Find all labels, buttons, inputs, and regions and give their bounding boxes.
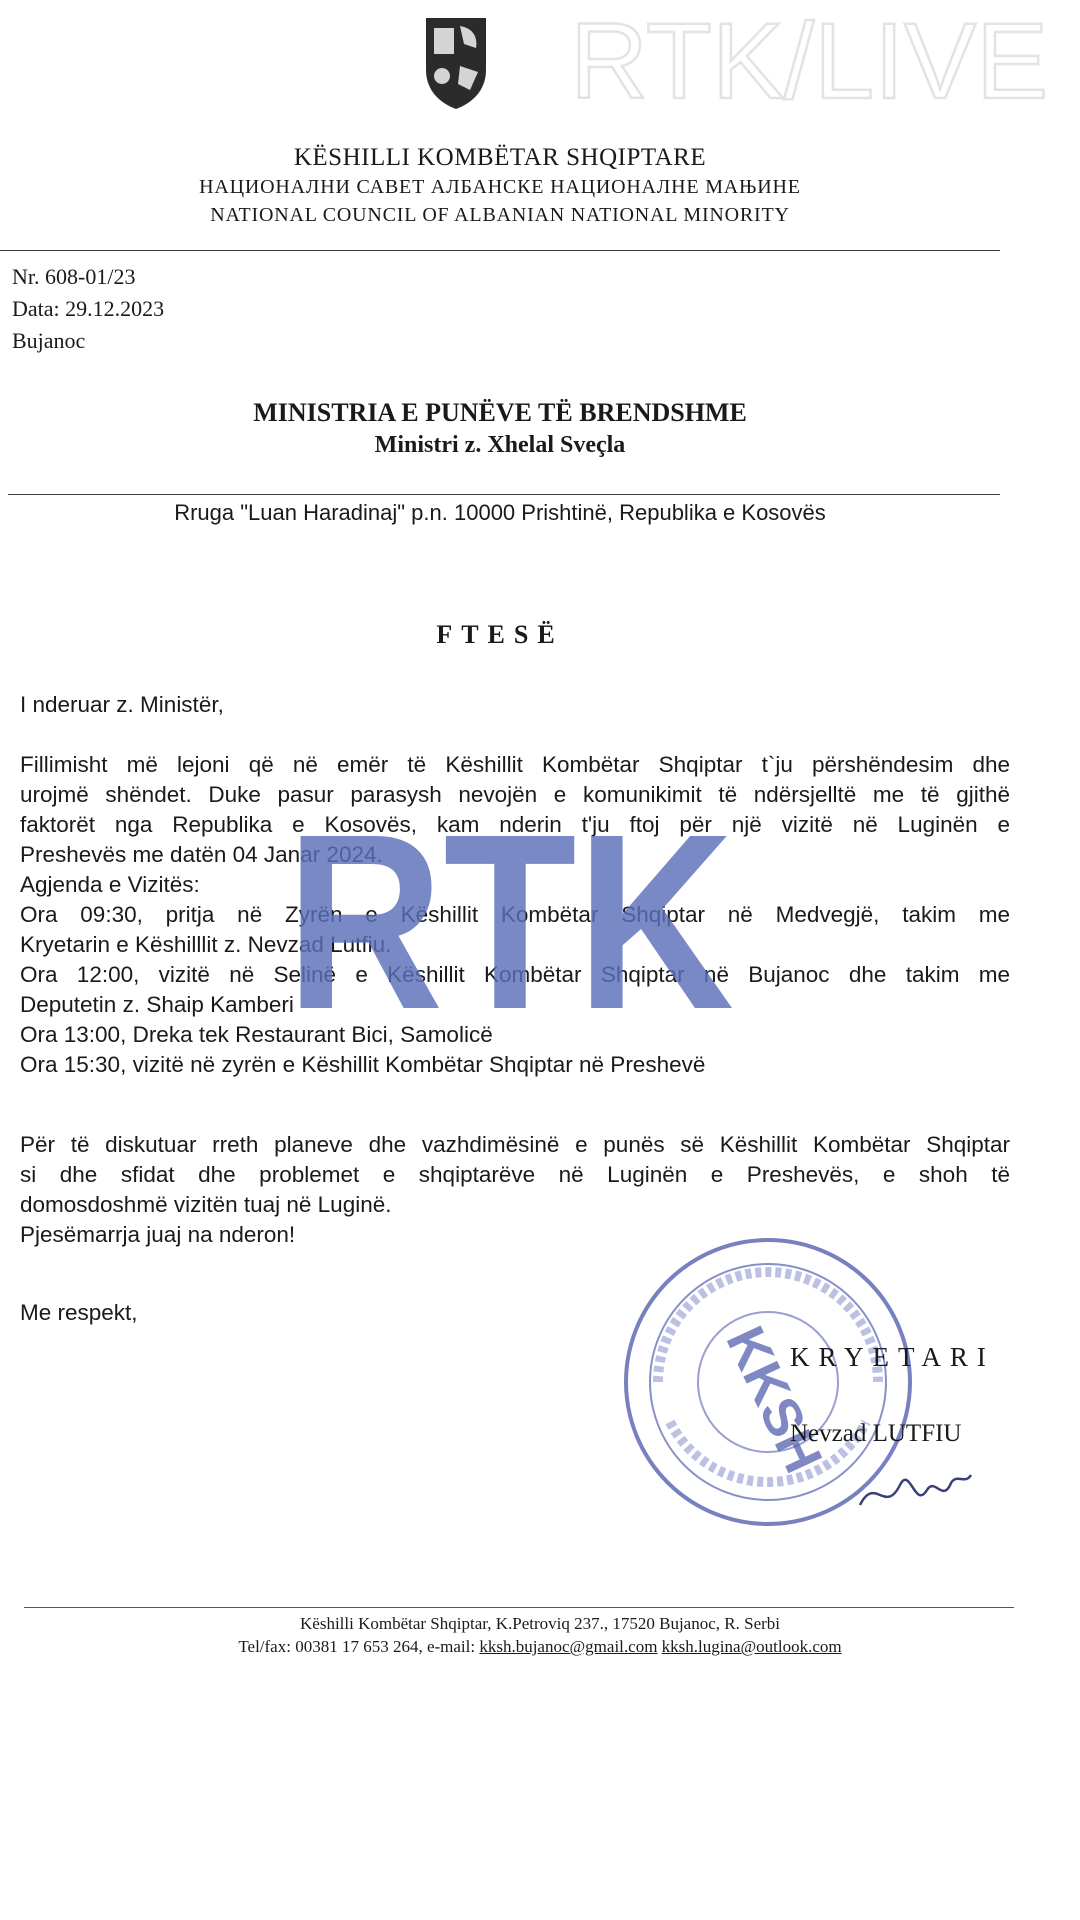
- header-divider: [0, 250, 1000, 251]
- recipient-minister: Ministri z. Xhelal Sveçla: [374, 432, 626, 458]
- agenda-item-cont: Deputetin z. Shaip Kamberi: [20, 992, 294, 1017]
- document-date: Data: 29.12.2023: [12, 296, 165, 321]
- council-name-albanian: KËSHILLI KOMBËTAR SHQIPTARE: [293, 144, 707, 171]
- greeting: I nderuar z. Ministër,: [20, 692, 224, 717]
- signatory-name: Nevzad LUTFIU: [790, 1420, 962, 1447]
- recipient-ministry: MINISTRIA E PUNËVE TË BRENDSHME: [253, 398, 747, 427]
- svg-text:RTK: RTK: [286, 800, 734, 1022]
- council-name-english: NATIONAL COUNCIL OF ALBANIAN NATIONAL MINORITY: [210, 204, 790, 226]
- paragraph-line: domosdoshmë vizitën tuaj në Luginë.: [20, 1192, 392, 1217]
- footer-address: Këshilli Kombëtar Shqiptar, K.Petroviq 237., 17520 Bujanoc, R. Serbi: [300, 1614, 780, 1633]
- agenda-item: Ora 15:30, vizitë në zyrën e Këshillit Kombëtar Shqiptar në Preshevë: [20, 1052, 706, 1077]
- document-title: FTESË: [436, 620, 564, 649]
- email-link-bujanoc[interactable]: kksh.bujanoc@gmail.com: [479, 1637, 658, 1656]
- council-name-serbian: НАЦИОНАЛНИ САВЕТ АЛБАНСКЕ НАЦИОНАЛНЕ МАЊИНЕ: [199, 176, 801, 198]
- paragraph-line: Për të diskutuar rreth planeve dhe vazhdimësinë e punës së Këshillit Kombëtar Shqiptar: [20, 1132, 1010, 1157]
- paragraph-line: faktorët nga Republika e Kosovës, kam nderin t'ju ftoj për një vizitë në Luginën e: [20, 812, 1010, 837]
- paragraph-line: Fillimisht më lejoni që në emër të Këshillit Kombëtar Shqiptar t`ju përshëndesim dhe: [20, 752, 1010, 777]
- footer-phone: Tel/fax: 00381 17 653 264, e-mail:: [238, 1637, 480, 1656]
- agenda-heading: Agjenda e Vizitës:: [20, 872, 200, 897]
- closing-line: Pjesëmarrja juaj na nderon!: [20, 1222, 296, 1247]
- svg-text:RTK/LIVE: RTK/LIVE: [570, 0, 1049, 121]
- paragraph-line: urojmë shëndet. Duke pasur parasysh nevojën e komunikimit të ndërsjelltë me të gjithë: [20, 782, 1010, 807]
- agenda-item: Ora 09:30, pritja në Zyrën e Këshillit Kombëtar Shqiptar në Medvegjë, takim me: [20, 902, 1010, 927]
- footer-divider: [24, 1607, 1014, 1608]
- paragraph-line: Preshevës me datën 04 Janar 2024.: [20, 842, 383, 867]
- regards: Me respekt,: [20, 1300, 138, 1325]
- agenda-item-cont: Kryetarin e Këshilllit z. Nevzad Lutfiu.: [20, 932, 392, 957]
- rtk-logo-overlay: [286, 800, 734, 1022]
- document-number: Nr. 608-01/23: [12, 264, 136, 289]
- agenda-item: Ora 13:00, Dreka tek Restaurant Bici, Samolicë: [20, 1022, 493, 1047]
- document-place: Bujanoc: [12, 328, 86, 353]
- agenda-item: Ora 12:00, vizitë në Selinë e Këshillit Kombëtar Shqiptar në Bujanoc dhe takim me: [20, 962, 1010, 987]
- footer-contact: [0, 1637, 1080, 1657]
- email-link-lugina[interactable]: kksh.lugina@outlook.com: [661, 1637, 842, 1656]
- handwritten-signature: [855, 1455, 975, 1525]
- council-crest-icon: [424, 14, 488, 110]
- recipient-address: Rruga "Luan Haradinaj" p.n. 10000 Prishtinë, Republika e Kosovës: [174, 500, 826, 525]
- rtk-live-watermark: [566, 0, 1072, 128]
- signatory-title: KRYETARI: [790, 1342, 995, 1372]
- svg-text:KKSH: KKSH: [714, 1317, 834, 1482]
- recipient-divider: [8, 494, 1000, 495]
- paragraph-line: si dhe sfidat dhe problemet e shqiptarëve në Luginën e Preshevës, e shoh të: [20, 1162, 1010, 1187]
